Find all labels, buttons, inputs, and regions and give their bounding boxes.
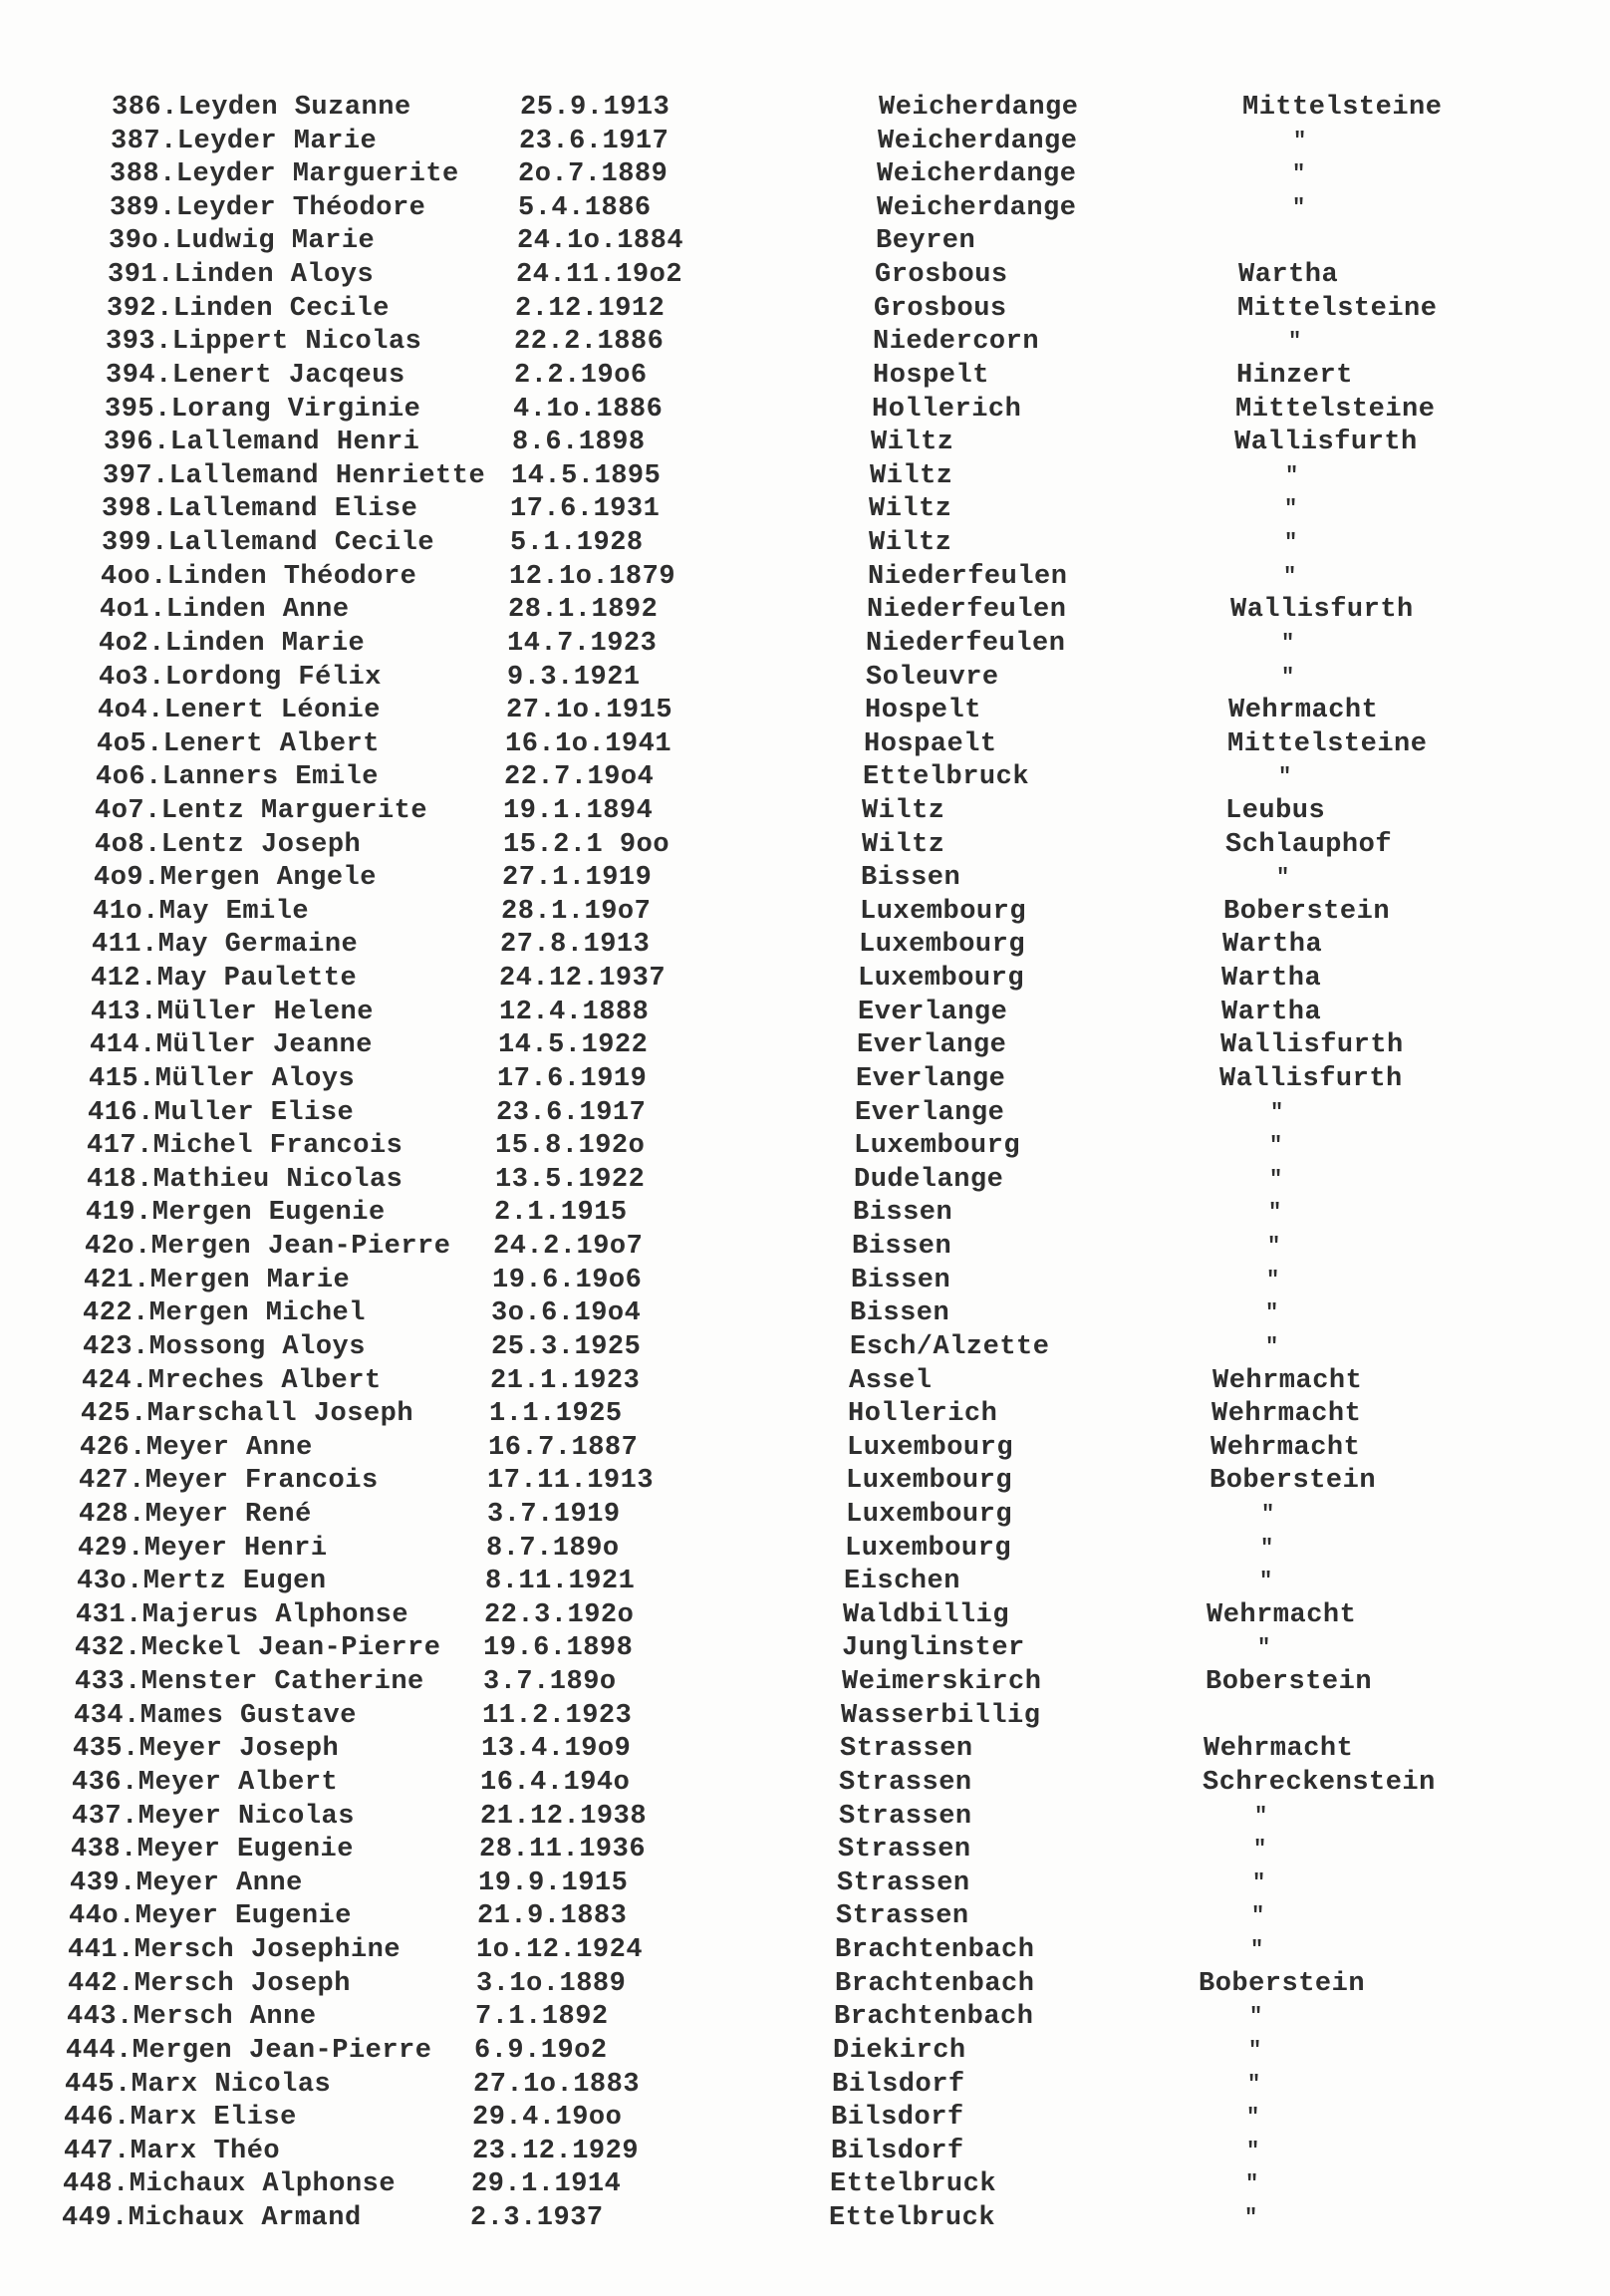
destination: Wartha bbox=[1221, 998, 1322, 1027]
person-name: 431.Majerus Alphonse bbox=[76, 1600, 409, 1630]
person-name: 448.Michaux Alphonse bbox=[63, 2169, 397, 2199]
destination: " bbox=[1293, 129, 1307, 153]
person-name: 416.Muller Elise bbox=[88, 1098, 355, 1128]
person-name: 436.Meyer Albert bbox=[72, 1768, 339, 1798]
person-name: 437.Meyer Nicolas bbox=[72, 1802, 355, 1832]
birth-date: 5.4.1886 bbox=[518, 193, 652, 223]
destination: " bbox=[1261, 1502, 1275, 1527]
destination: " bbox=[1254, 1804, 1268, 1829]
birth-date: 15.2.1 9oo bbox=[503, 830, 671, 860]
home-town: Niedercorn bbox=[873, 327, 1040, 357]
home-town: Everlange bbox=[856, 1064, 1006, 1094]
destination: " bbox=[1248, 2038, 1262, 2063]
destination: Mittelsteine bbox=[1235, 395, 1436, 425]
birth-date: 2.12.1912 bbox=[515, 294, 666, 324]
destination: Wartha bbox=[1238, 260, 1339, 290]
birth-date: 24.1o.1884 bbox=[517, 226, 684, 256]
birth-date: 22.2.1886 bbox=[514, 327, 665, 357]
person-name: 443.Mersch Anne bbox=[67, 2002, 317, 2032]
person-name: 439.Meyer Anne bbox=[70, 1868, 303, 1898]
birth-date: 9.3.1921 bbox=[507, 663, 641, 693]
home-town: Strassen bbox=[839, 1802, 972, 1832]
person-name: 441.Mersch Josephine bbox=[68, 1935, 402, 1965]
birth-date: 3.1o.1889 bbox=[476, 1969, 627, 1999]
home-town: Ettelbruck bbox=[829, 2203, 996, 2233]
destination: Schlauphof bbox=[1225, 830, 1393, 860]
birth-date: 12.4.1888 bbox=[499, 998, 650, 1027]
person-name: 4o3.Lordong Félix bbox=[99, 663, 382, 693]
home-town: Niederfeulen bbox=[866, 629, 1066, 659]
home-town: Eischen bbox=[844, 1567, 960, 1596]
destination: " bbox=[1267, 1234, 1281, 1259]
person-name: 43o.Mertz Eugen bbox=[77, 1567, 327, 1596]
destination: Leubus bbox=[1225, 796, 1326, 826]
birth-date: 1.1.1925 bbox=[489, 1399, 623, 1429]
person-name: 426.Meyer Anne bbox=[80, 1433, 313, 1463]
birth-date: 2.2.19o6 bbox=[514, 361, 648, 391]
birth-date: 22.3.192o bbox=[484, 1600, 635, 1630]
birth-date: 13.4.19o9 bbox=[481, 1734, 632, 1764]
home-town: Weicherdange bbox=[877, 193, 1077, 223]
person-name: 395.Lorang Virginie bbox=[105, 395, 421, 425]
destination: Wallisfurth bbox=[1230, 595, 1414, 625]
person-name: 442.Mersch Joseph bbox=[68, 1969, 351, 1999]
home-town: Strassen bbox=[837, 1868, 970, 1898]
destination: " bbox=[1265, 1334, 1279, 1359]
home-town: Bissen bbox=[853, 1198, 953, 1228]
destination: Wehrmacht bbox=[1207, 1600, 1357, 1630]
person-name: 44o.Meyer Eugenie bbox=[69, 1901, 352, 1931]
destination: " bbox=[1292, 195, 1306, 220]
home-town: Strassen bbox=[838, 1835, 971, 1865]
person-name: 449.Michaux Armand bbox=[62, 2203, 362, 2233]
home-town: Luxembourg bbox=[847, 1433, 1014, 1463]
person-name: 392.Linden Cecile bbox=[107, 294, 390, 324]
home-town: Luxembourg bbox=[846, 1500, 1013, 1530]
person-name: 413.Müller Helene bbox=[91, 998, 374, 1027]
destination: " bbox=[1266, 1268, 1280, 1292]
person-name: 429.Meyer Henri bbox=[78, 1534, 328, 1564]
birth-date: 2.3.1937 bbox=[470, 2203, 604, 2233]
person-name: 447.Marx Théo bbox=[64, 2137, 281, 2166]
home-town: Bissen bbox=[861, 863, 961, 893]
person-name: 4o4.Lenert Léonie bbox=[98, 696, 381, 725]
home-town: Everlange bbox=[858, 998, 1008, 1027]
destination: Wallisfurth bbox=[1234, 428, 1418, 457]
destination: Wehrmacht bbox=[1211, 1399, 1362, 1429]
destination: Boberstein bbox=[1206, 1667, 1373, 1697]
home-town: Wiltz bbox=[869, 528, 952, 558]
home-town: Luxembourg bbox=[854, 1131, 1021, 1161]
birth-date: 24.11.19o2 bbox=[516, 260, 683, 290]
person-name: 388.Leyder Marguerite bbox=[110, 159, 459, 189]
birth-date: 22.7.19o4 bbox=[504, 762, 655, 792]
home-town: Junglinster bbox=[842, 1633, 1025, 1663]
birth-date: 21.12.1938 bbox=[480, 1802, 648, 1832]
destination: Wartha bbox=[1222, 930, 1323, 960]
person-name: 41o.May Emile bbox=[93, 897, 310, 927]
destination: " bbox=[1251, 1903, 1265, 1928]
birth-date: 28.1.1892 bbox=[508, 595, 659, 625]
person-name: 386.Leyden Suzanne bbox=[112, 93, 411, 123]
home-town: Bissen bbox=[851, 1266, 951, 1295]
destination: " bbox=[1281, 665, 1295, 690]
birth-date: 11.2.1923 bbox=[482, 1701, 633, 1731]
destination: Wehrmacht bbox=[1212, 1366, 1363, 1396]
home-town: Ettelbruck bbox=[830, 2169, 997, 2199]
destination: Wehrmacht bbox=[1228, 696, 1379, 725]
birth-date: 24.2.19o7 bbox=[493, 1232, 644, 1262]
home-town: Grosbous bbox=[874, 294, 1007, 324]
destination: Mittelsteine bbox=[1227, 729, 1428, 759]
person-name: 396.Lallemand Henri bbox=[104, 428, 420, 457]
birth-date: 12.1o.1879 bbox=[509, 562, 676, 592]
destination: " bbox=[1246, 2105, 1260, 2130]
person-name: 438.Meyer Eugenie bbox=[71, 1835, 354, 1865]
person-name: 4oo.Linden Théodore bbox=[101, 562, 417, 592]
destination: " bbox=[1250, 1937, 1264, 1962]
person-name: 4o9.Mergen Angele bbox=[94, 863, 377, 893]
home-town: Weimerskirch bbox=[842, 1667, 1042, 1697]
destination: Wallisfurth bbox=[1220, 1030, 1404, 1060]
birth-date: 28.1.19o7 bbox=[501, 897, 652, 927]
birth-date: 27.1o.1915 bbox=[506, 696, 673, 725]
destination: Mittelsteine bbox=[1242, 93, 1443, 123]
home-town: Soleuvre bbox=[866, 663, 999, 693]
birth-date: 14.5.1895 bbox=[511, 461, 662, 491]
home-town: Beyren bbox=[876, 226, 976, 256]
person-name: 411.May Germaine bbox=[92, 930, 359, 960]
home-town: Diekirch bbox=[833, 2036, 966, 2066]
person-name: 423.Mossong Aloys bbox=[83, 1332, 366, 1362]
birth-date: 29.1.1914 bbox=[471, 2169, 622, 2199]
person-name: 4o8.Lentz Joseph bbox=[95, 830, 362, 860]
person-name: 444.Mergen Jean-Pierre bbox=[66, 2036, 432, 2066]
birth-date: 6.9.19o2 bbox=[474, 2036, 608, 2066]
destination: " bbox=[1270, 1100, 1284, 1125]
home-town: Hospelt bbox=[865, 696, 981, 725]
destination: Wallisfurth bbox=[1219, 1064, 1403, 1094]
person-name: 4o5.Lenert Albert bbox=[97, 729, 380, 759]
destination: " bbox=[1244, 2205, 1258, 2230]
person-name: 422.Mergen Michel bbox=[83, 1298, 366, 1328]
home-town: Luxembourg bbox=[845, 1534, 1012, 1564]
destination: " bbox=[1265, 1300, 1279, 1325]
birth-date: 27.8.1913 bbox=[500, 930, 651, 960]
destination: " bbox=[1269, 1133, 1283, 1158]
birth-date: 13.5.1922 bbox=[495, 1165, 646, 1195]
birth-date: 5.1.1928 bbox=[510, 528, 644, 558]
home-town: Wiltz bbox=[870, 461, 953, 491]
home-town: Ettelbruck bbox=[863, 762, 1030, 792]
person-name: 4o6.Lanners Emile bbox=[96, 762, 379, 792]
birth-date: 24.12.1937 bbox=[499, 964, 667, 994]
birth-date: 25.9.1913 bbox=[520, 93, 671, 123]
destination: " bbox=[1278, 764, 1292, 789]
home-town: Grosbous bbox=[875, 260, 1008, 290]
birth-date: 29.4.19oo bbox=[472, 2103, 623, 2133]
person-name: 421.Mergen Marie bbox=[84, 1266, 351, 1295]
home-town: Luxembourg bbox=[860, 897, 1027, 927]
person-name: 428.Meyer René bbox=[79, 1500, 312, 1530]
home-town: Strassen bbox=[839, 1768, 972, 1798]
birth-date: 17.6.1919 bbox=[497, 1064, 648, 1094]
person-name: 445.Marx Nicolas bbox=[65, 2070, 332, 2100]
person-name: 389.Leyder Théodore bbox=[110, 193, 426, 223]
person-name: 418.Mathieu Nicolas bbox=[87, 1165, 403, 1195]
home-town: Luxembourg bbox=[859, 930, 1026, 960]
birth-date: 4.1o.1886 bbox=[513, 395, 664, 425]
person-name: 414.Müller Jeanne bbox=[90, 1030, 373, 1060]
destination: Wehrmacht bbox=[1210, 1433, 1361, 1463]
destination: " bbox=[1288, 329, 1302, 354]
birth-date: 19.6.19o6 bbox=[492, 1266, 643, 1295]
birth-date: 7.1.1892 bbox=[475, 2002, 609, 2032]
destination: Boberstein bbox=[1199, 1969, 1366, 1999]
birth-date: 19.1.1894 bbox=[503, 796, 654, 826]
destination: " bbox=[1249, 2004, 1263, 2029]
home-town: Esch/Alzette bbox=[850, 1332, 1050, 1362]
person-name: 435.Meyer Joseph bbox=[73, 1734, 340, 1764]
home-town: Hospaelt bbox=[864, 729, 997, 759]
person-name: 4o7.Lentz Marguerite bbox=[95, 796, 428, 826]
home-town: Luxembourg bbox=[858, 964, 1025, 994]
birth-date: 15.8.192o bbox=[495, 1131, 646, 1161]
destination: " bbox=[1246, 2139, 1260, 2163]
home-town: Bilsdorf bbox=[831, 2103, 964, 2133]
birth-date: 14.7.1923 bbox=[507, 629, 658, 659]
destination: Mittelsteine bbox=[1237, 294, 1438, 324]
person-name: 393.Lippert Nicolas bbox=[106, 327, 422, 357]
birth-date: 3.7.1919 bbox=[487, 1500, 621, 1530]
person-name: 434.Mames Gustave bbox=[74, 1701, 357, 1731]
person-name: 398.Lallemand Elise bbox=[102, 494, 418, 524]
person-name: 412.May Paulette bbox=[91, 964, 358, 994]
home-town: Everlange bbox=[855, 1098, 1005, 1128]
home-town: Hollerich bbox=[872, 395, 1022, 425]
birth-date: 2.1.1915 bbox=[494, 1198, 628, 1228]
home-town: Strassen bbox=[840, 1734, 973, 1764]
destination: " bbox=[1253, 1837, 1267, 1862]
birth-date: 8.6.1898 bbox=[512, 428, 646, 457]
home-town: Weicherdange bbox=[878, 127, 1078, 156]
home-town: Wiltz bbox=[862, 796, 945, 826]
birth-date: 14.5.1922 bbox=[498, 1030, 649, 1060]
home-town: Bilsdorf bbox=[832, 2070, 965, 2100]
destination: " bbox=[1259, 1569, 1273, 1593]
birth-date: 19.9.1915 bbox=[478, 1868, 629, 1898]
person-name: 446.Marx Elise bbox=[64, 2103, 297, 2133]
birth-date: 2o.7.1889 bbox=[518, 159, 669, 189]
person-name: 397.Lallemand Henriette bbox=[103, 461, 486, 491]
person-name: 424.Mreches Albert bbox=[82, 1366, 382, 1396]
destination: " bbox=[1252, 1870, 1266, 1895]
destination: " bbox=[1257, 1635, 1271, 1660]
destination: " bbox=[1283, 564, 1297, 589]
person-name: 4o2.Linden Marie bbox=[99, 629, 366, 659]
birth-date: 3o.6.19o4 bbox=[491, 1298, 642, 1328]
birth-date: 25.3.1925 bbox=[491, 1332, 642, 1362]
home-town: Strassen bbox=[836, 1901, 969, 1931]
home-town: Wasserbillig bbox=[841, 1701, 1041, 1731]
birth-date: 1o.12.1924 bbox=[476, 1935, 644, 1965]
birth-date: 27.1.1919 bbox=[502, 863, 653, 893]
person-name: 4o1.Linden Anne bbox=[100, 595, 350, 625]
person-name: 391.Linden Aloys bbox=[108, 260, 375, 290]
home-town: Luxembourg bbox=[846, 1466, 1013, 1496]
birth-date: 16.4.194o bbox=[480, 1768, 631, 1798]
home-town: Weicherdange bbox=[877, 159, 1077, 189]
home-town: Weicherdange bbox=[879, 93, 1079, 123]
home-town: Niederfeulen bbox=[868, 562, 1068, 592]
birth-date: 21.9.1883 bbox=[477, 1901, 628, 1931]
home-town: Bissen bbox=[850, 1298, 950, 1328]
home-town: Hollerich bbox=[848, 1399, 998, 1429]
home-town: Dudelange bbox=[854, 1165, 1004, 1195]
birth-date: 21.1.1923 bbox=[490, 1366, 641, 1396]
destination: " bbox=[1269, 1167, 1283, 1192]
destination: Boberstein bbox=[1223, 897, 1391, 927]
destination: Boberstein bbox=[1209, 1466, 1377, 1496]
person-name: 432.Meckel Jean-Pierre bbox=[75, 1633, 441, 1663]
person-name: 39o.Ludwig Marie bbox=[109, 226, 376, 256]
person-name: 399.Lallemand Cecile bbox=[102, 528, 435, 558]
birth-date: 17.11.1913 bbox=[487, 1466, 655, 1496]
birth-date: 23.6.1917 bbox=[519, 127, 670, 156]
destination: Schreckenstein bbox=[1203, 1768, 1436, 1798]
birth-date: 3.7.189o bbox=[483, 1667, 617, 1697]
home-town: Bilsdorf bbox=[831, 2137, 964, 2166]
destination: Hinzert bbox=[1236, 361, 1353, 391]
home-town: Brachtenbach bbox=[835, 1969, 1035, 1999]
birth-date: 19.6.1898 bbox=[483, 1633, 634, 1663]
home-town: Hospelt bbox=[873, 361, 989, 391]
destination: " bbox=[1245, 2171, 1259, 2196]
home-town: Bissen bbox=[852, 1232, 952, 1262]
home-town: Waldbillig bbox=[843, 1600, 1010, 1630]
birth-date: 8.11.1921 bbox=[485, 1567, 636, 1596]
person-name: 427.Meyer Francois bbox=[79, 1466, 379, 1496]
birth-date: 8.7.189o bbox=[486, 1534, 620, 1564]
destination: " bbox=[1268, 1200, 1282, 1225]
birth-date: 16.7.1887 bbox=[488, 1433, 639, 1463]
person-name: 425.Marschall Joseph bbox=[81, 1399, 414, 1429]
home-town: Wiltz bbox=[862, 830, 945, 860]
birth-date: 17.6.1931 bbox=[510, 494, 661, 524]
home-town: Wiltz bbox=[871, 428, 954, 457]
birth-date: 16.1o.1941 bbox=[505, 729, 672, 759]
birth-date: 28.11.1936 bbox=[479, 1835, 647, 1865]
birth-date: 27.1o.1883 bbox=[473, 2070, 641, 2100]
person-name: 42o.Mergen Jean-Pierre bbox=[85, 1232, 451, 1262]
destination: " bbox=[1281, 631, 1295, 656]
person-name: 419.Mergen Eugenie bbox=[86, 1198, 386, 1228]
destination: " bbox=[1284, 530, 1298, 555]
birth-date: 23.6.1917 bbox=[496, 1098, 647, 1128]
birth-date: 23.12.1929 bbox=[472, 2137, 640, 2166]
destination: " bbox=[1260, 1536, 1274, 1561]
person-name: 417.Michel Francois bbox=[87, 1131, 403, 1161]
destination: Wehrmacht bbox=[1204, 1734, 1354, 1764]
person-name: 394.Lenert Jacqeus bbox=[106, 361, 405, 391]
home-town: Niederfeulen bbox=[867, 595, 1067, 625]
destination: " bbox=[1284, 496, 1298, 521]
person-name: 387.Leyder Marie bbox=[111, 127, 378, 156]
destination: Wartha bbox=[1221, 964, 1322, 994]
destination: " bbox=[1276, 865, 1290, 890]
home-town: Everlange bbox=[857, 1030, 1007, 1060]
home-town: Brachtenbach bbox=[834, 2002, 1034, 2032]
person-name: 433.Menster Catherine bbox=[75, 1667, 424, 1697]
destination: " bbox=[1285, 463, 1299, 488]
destination: " bbox=[1247, 2072, 1261, 2097]
home-town: Brachtenbach bbox=[835, 1935, 1035, 1965]
home-town: Wiltz bbox=[869, 494, 952, 524]
destination: " bbox=[1292, 161, 1306, 186]
home-town: Assel bbox=[849, 1366, 933, 1396]
person-name: 415.Müller Aloys bbox=[89, 1064, 356, 1094]
